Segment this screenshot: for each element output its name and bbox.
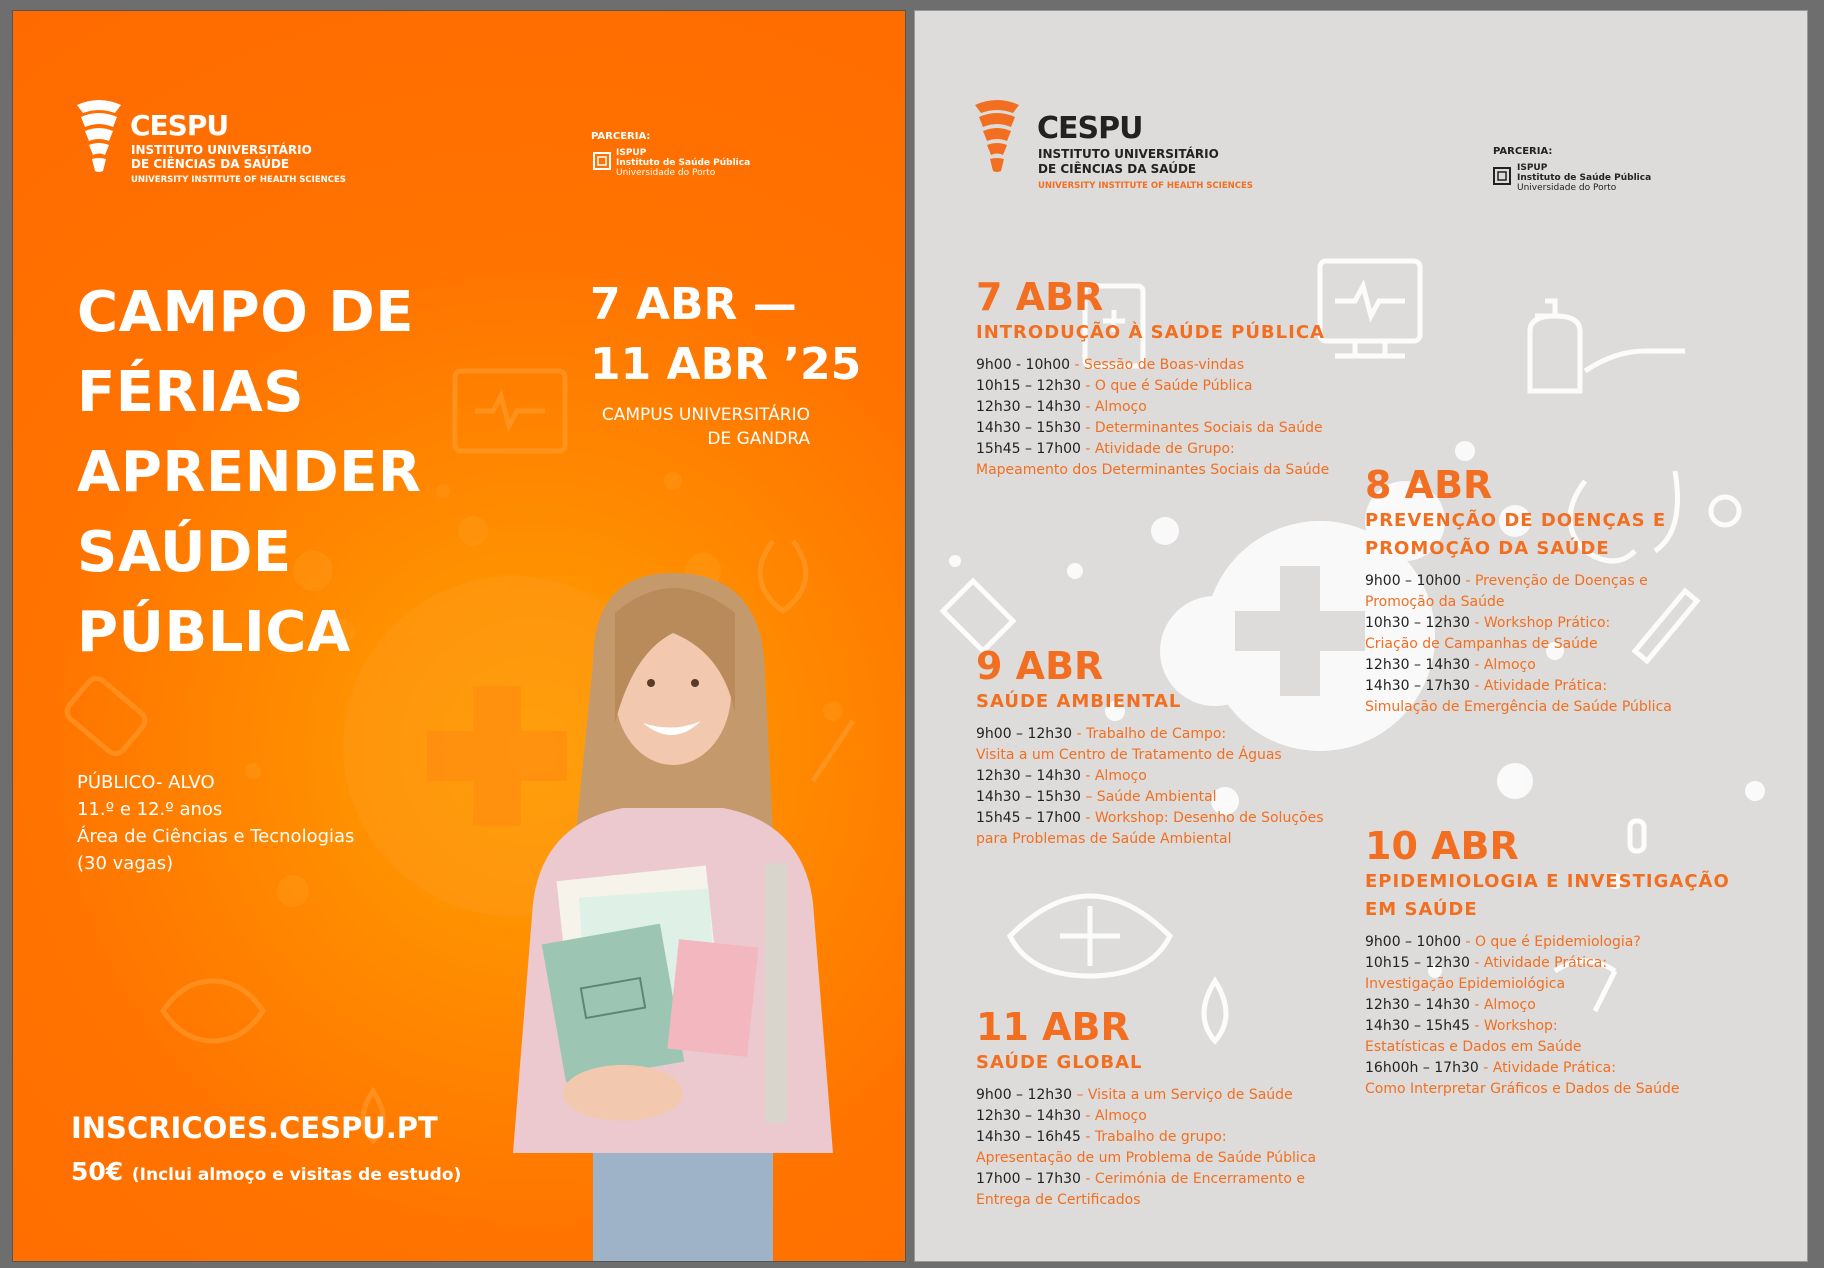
title-line: FÉRIAS bbox=[77, 360, 305, 425]
day-topic: SAÚDE GLOBAL bbox=[976, 1052, 1143, 1073]
schedule-time: 15h45 – 17h00 bbox=[976, 810, 1081, 826]
schedule-row bbox=[976, 1169, 1316, 1190]
schedule-time: 17h00 – 17h30 bbox=[976, 1171, 1081, 1187]
schedule-row bbox=[976, 766, 1324, 787]
schedule-row bbox=[976, 376, 1329, 397]
schedule-row bbox=[976, 1127, 1316, 1148]
schedule-time: 10h15 – 12h30 bbox=[1365, 955, 1470, 971]
campus-line1: CAMPUS UNIVERSITÁRIO bbox=[601, 405, 810, 425]
schedule-row bbox=[976, 787, 1324, 808]
schedule-activity: Simulação de Emergência de Saúde Pública bbox=[1365, 699, 1672, 715]
day-block-8-abr bbox=[1365, 463, 1672, 718]
schedule-list bbox=[1365, 932, 1730, 1100]
schedule-row bbox=[976, 829, 1324, 850]
schedule-time: 12h30 – 14h30 bbox=[976, 1108, 1081, 1124]
day-block-10-abr bbox=[1365, 824, 1730, 1100]
schedule-activity: Visita a um Centro de Tratamento de Águas bbox=[976, 747, 1282, 763]
schedule-activity: Criação de Campanhas de Saúde bbox=[1365, 636, 1598, 652]
schedule-activity: Apresentação de um Problema de Saúde Pública bbox=[976, 1150, 1317, 1166]
price-value: 50€ bbox=[71, 1157, 124, 1186]
ispup-logo-icon bbox=[593, 152, 611, 170]
day-date: 9 ABR bbox=[976, 644, 1104, 688]
schedule-activity: – Saúde Ambiental bbox=[1080, 789, 1217, 805]
title-line: SAÚDE bbox=[77, 520, 292, 585]
schedule-activity: - Atividade de Grupo: bbox=[1080, 441, 1235, 457]
day-block-9-abr bbox=[976, 644, 1324, 850]
schedule-time: 14h30 – 16h45 bbox=[976, 1129, 1081, 1145]
schedule-activity: - Atividade Prática: bbox=[1469, 955, 1608, 971]
partner-name1: ISPUP bbox=[616, 148, 647, 158]
schedule-activity: - Cerimónia de Encerramento e bbox=[1080, 1171, 1305, 1187]
partner-label: PARCERIA: bbox=[1493, 146, 1553, 157]
schedule-row bbox=[976, 439, 1329, 460]
day-date: 11 ABR bbox=[976, 1005, 1130, 1049]
schedule-row bbox=[1365, 634, 1672, 655]
schedule-row bbox=[1365, 1016, 1730, 1037]
day-date: 8 ABR bbox=[1365, 463, 1493, 507]
poster-front bbox=[12, 10, 906, 1262]
brand-line1: INSTITUTO UNIVERSITÁRIO bbox=[131, 143, 312, 157]
brand-line3: UNIVERSITY INSTITUTE OF HEALTH SCIENCES bbox=[1038, 181, 1253, 191]
schedule-activity: - Atividade Prática: bbox=[1478, 1060, 1616, 1076]
schedule-activity: - Workshop: Desenho de Soluções bbox=[1080, 810, 1324, 826]
schedule-row bbox=[1365, 995, 1730, 1016]
schedule-time: 9h00 – 12h30 bbox=[976, 1087, 1072, 1103]
schedule-activity: Como Interpretar Gráficos e Dados de Saúde bbox=[1365, 1081, 1680, 1097]
schedule-row bbox=[1365, 1037, 1730, 1058]
schedule-row bbox=[1365, 655, 1672, 676]
schedule-list bbox=[1365, 571, 1672, 718]
schedule-time: 14h30 – 15h30 bbox=[976, 420, 1081, 436]
day-block-7-abr bbox=[976, 275, 1329, 481]
schedule-row bbox=[976, 397, 1329, 418]
brand-line2: DE CIÊNCIAS DA SAÚDE bbox=[1038, 162, 1197, 176]
schedule-activity: – Visita a um Serviço de Saúde bbox=[1072, 1087, 1293, 1103]
schedule-activity: Promoção da Saúde bbox=[1365, 594, 1505, 610]
schedule-activity: - Determinantes Sociais da Saúde bbox=[1080, 420, 1323, 436]
schedule-row bbox=[1365, 953, 1730, 974]
day-topic: PROMOÇÃO DA SAÚDE bbox=[1365, 538, 1610, 559]
schedule-row bbox=[976, 1190, 1316, 1211]
schedule-row bbox=[1365, 571, 1672, 592]
schedule-row bbox=[1365, 974, 1730, 995]
day-topic: SAÚDE AMBIENTAL bbox=[976, 691, 1182, 712]
schedule-time: 9h00 - 10h00 bbox=[976, 357, 1071, 373]
schedule-activity: - Almoço bbox=[1469, 997, 1536, 1013]
day-topic: EPIDEMIOLOGIA E INVESTIGAÇÃO bbox=[1365, 871, 1730, 892]
start-date: 7 ABR — bbox=[590, 279, 797, 330]
partner-name3: Universidade do Porto bbox=[1517, 183, 1617, 193]
schedule-activity: - O que é Saúde Pública bbox=[1080, 378, 1253, 394]
brand-line1: INSTITUTO UNIVERSITÁRIO bbox=[1038, 147, 1219, 161]
schedule-activity: - Prevenção de Doenças e bbox=[1461, 573, 1648, 589]
schedule-activity: Mapeamento dos Determinantes Sociais da Saúde bbox=[976, 462, 1330, 478]
partner-name3: Universidade do Porto bbox=[616, 168, 716, 178]
schedule-activity: - Sessão de Boas-vindas bbox=[1070, 357, 1245, 373]
schedule-activity: - Almoço bbox=[1469, 657, 1536, 673]
day-topic: INTRODUÇÃO À SAÚDE PÚBLICA bbox=[976, 322, 1325, 343]
schedule-row bbox=[1365, 1079, 1730, 1100]
schedule-activity: - Atividade Prática: bbox=[1469, 678, 1608, 694]
brand-line3: UNIVERSITY INSTITUTE OF HEALTH SCIENCES bbox=[131, 175, 346, 185]
schedule-row bbox=[1365, 1058, 1730, 1079]
schedule-time: 14h30 – 17h30 bbox=[1365, 678, 1470, 694]
registration-url[interactable]: INSCRICOES.CESPU.PT bbox=[71, 1111, 438, 1145]
schedule-activity: para Problemas de Saúde Ambiental bbox=[976, 831, 1232, 847]
schedule-activity: - O que é Epidemiologia? bbox=[1461, 934, 1641, 950]
day-date: 10 ABR bbox=[1365, 824, 1519, 868]
student-photo-icon bbox=[473, 573, 873, 1262]
schedule-time: 12h30 – 14h30 bbox=[976, 399, 1081, 415]
end-date: 11 ABR ’25 bbox=[590, 339, 862, 390]
title-line: APRENDER bbox=[77, 440, 422, 505]
partner-name2: Instituto de Saúde Pública bbox=[616, 158, 751, 168]
schedule-time: 12h30 – 14h30 bbox=[1365, 657, 1470, 673]
schedule-time: 12h30 – 14h30 bbox=[976, 768, 1081, 784]
partner-label: PARCERIA: bbox=[591, 131, 651, 142]
campus-line2: DE GANDRA bbox=[707, 429, 810, 449]
poster-title bbox=[77, 273, 421, 673]
title-line: PÚBLICA bbox=[77, 600, 351, 665]
schedule-row bbox=[976, 355, 1329, 376]
schedule-row bbox=[1365, 613, 1672, 634]
ispup-logo-icon bbox=[1493, 167, 1511, 185]
schedule-time: 9h00 – 12h30 bbox=[976, 726, 1072, 742]
schedule-list bbox=[976, 1085, 1316, 1211]
schedule-time: 12h30 – 14h30 bbox=[1365, 997, 1470, 1013]
schedule-row bbox=[976, 1106, 1316, 1127]
schedule-activity: - Trabalho de grupo: bbox=[1080, 1129, 1227, 1145]
price-note: (Inclui almoço e visitas de estudo) bbox=[131, 1165, 462, 1185]
schedule-row bbox=[976, 1148, 1316, 1169]
day-topic: EM SAÚDE bbox=[1365, 899, 1478, 920]
audience-line: Área de Ciências e Tecnologias bbox=[77, 826, 355, 847]
schedule-time: 9h00 – 10h00 bbox=[1365, 573, 1461, 589]
schedule-row bbox=[1365, 592, 1672, 613]
price bbox=[71, 1157, 461, 1186]
schedule-row bbox=[1365, 932, 1730, 953]
schedule-time: 15h45 – 17h00 bbox=[976, 441, 1081, 457]
schedule-time: 10h30 – 12h30 bbox=[1365, 615, 1470, 631]
schedule-time: 14h30 – 15h30 bbox=[976, 789, 1081, 805]
schedule-activity: Investigação Epidemiológica bbox=[1365, 976, 1566, 992]
schedule-time: 14h30 – 15h45 bbox=[1365, 1018, 1470, 1034]
schedule-activity: - Almoço bbox=[1080, 768, 1147, 784]
schedule-time: 9h00 – 10h00 bbox=[1365, 934, 1461, 950]
schedule-activity: Estatísticas e Dados em Saúde bbox=[1365, 1039, 1582, 1055]
schedule-activity: - Almoço bbox=[1080, 399, 1147, 415]
day-topic: PREVENÇÃO DE DOENÇAS E bbox=[1365, 510, 1667, 531]
brand-line2: DE CIÊNCIAS DA SAÚDE bbox=[131, 157, 290, 171]
schedule-row bbox=[976, 808, 1324, 829]
schedule-row bbox=[976, 724, 1324, 745]
schedule-row bbox=[976, 460, 1329, 481]
schedule-activity: - Trabalho de Campo: bbox=[1072, 726, 1227, 742]
schedule-row bbox=[1365, 697, 1672, 718]
schedule-row bbox=[1365, 676, 1672, 697]
day-block-11-abr bbox=[976, 1005, 1316, 1211]
audience-line: 11.º e 12.º anos bbox=[77, 799, 223, 820]
title-line: CAMPO DE bbox=[77, 280, 415, 345]
schedule-time: 16h00h – 17h30 bbox=[1365, 1060, 1479, 1076]
schedule-activity: - Workshop: bbox=[1469, 1018, 1558, 1034]
schedule-row bbox=[976, 745, 1324, 766]
schedule-list bbox=[976, 355, 1329, 481]
schedule-activity: - Workshop Prático: bbox=[1469, 615, 1611, 631]
schedule-activity: - Almoço bbox=[1080, 1108, 1147, 1124]
partner-name2: Instituto de Saúde Pública bbox=[1517, 173, 1652, 183]
day-date: 7 ABR bbox=[976, 275, 1104, 319]
schedule-row bbox=[976, 1085, 1316, 1106]
poster-back bbox=[914, 10, 1808, 1262]
audience-line: (30 vagas) bbox=[77, 853, 174, 874]
brand-name: CESPU bbox=[130, 109, 229, 142]
brand-name: CESPU bbox=[1037, 111, 1143, 146]
partner-name1: ISPUP bbox=[1517, 163, 1548, 173]
schedule-list bbox=[976, 724, 1324, 850]
cespu-logo-icon bbox=[75, 99, 123, 175]
cespu-logo-icon bbox=[973, 99, 1021, 175]
target-audience bbox=[77, 769, 354, 877]
schedule-row bbox=[976, 418, 1329, 439]
schedule-activity: Entrega de Certificados bbox=[976, 1192, 1141, 1208]
audience-line: PÚBLICO- ALVO bbox=[77, 772, 215, 793]
schedule-time: 10h15 – 12h30 bbox=[976, 378, 1081, 394]
